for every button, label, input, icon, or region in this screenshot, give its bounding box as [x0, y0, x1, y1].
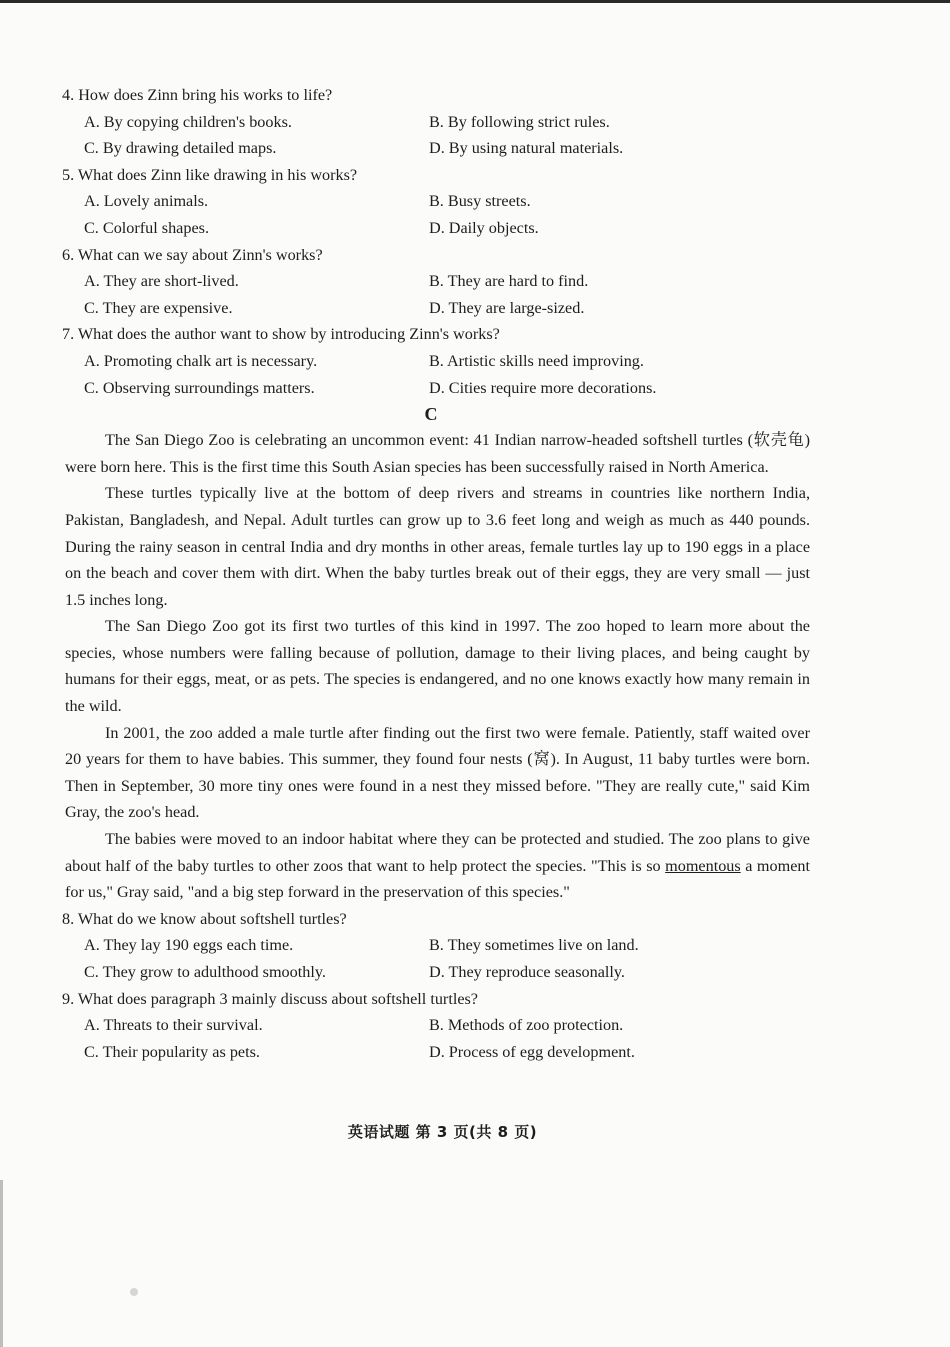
option-c: C. Colorful shapes.: [84, 218, 209, 237]
option-c: C. Their popularity as pets.: [84, 1042, 260, 1061]
option-d: D. Process of egg development.: [429, 1042, 635, 1061]
option-d: D. They reproduce seasonally.: [429, 963, 625, 981]
question-9: [62, 986, 810, 1066]
question-stem: 6. What can we say about Zinn's works?: [62, 245, 323, 264]
option-d: D. They are large-sized.: [429, 298, 585, 317]
paragraph-text: a moment for us," Gray said, "and a big step forward in the preservation of this species.": [65, 856, 810, 902]
option-a: A. They lay 190 eggs each time.: [84, 936, 294, 955]
option-a: A. Promoting chalk art is necessary.: [84, 351, 318, 370]
option-d: D. Cities require more decorations.: [429, 378, 657, 397]
option-row: [62, 375, 810, 402]
option-row: [62, 932, 810, 959]
option-c: C. They grow to adulthood smoothly.: [84, 963, 326, 981]
scan-left-shadow: [0, 1180, 3, 1347]
exam-page-content: [62, 82, 810, 1065]
option-row: [62, 135, 810, 162]
passage-paragraph-4: In 2001, the zoo added a male turtle after finding out the first two were female. Patiently, staff waited over 20 years for them to have babies. This summer, they found four nests (窝). In August, 11 baby turtles were born. Then in September, 30 more tiny ones were found in a nest they missed before. "They are really cute," said Kim Gray, the zoo's head.: [65, 723, 810, 822]
option-c: C. They are expensive.: [84, 298, 233, 317]
option-b: B. They are hard to find.: [429, 272, 589, 291]
option-row: [62, 348, 810, 375]
passage-paragraph-2: These turtles typically live at the bottom of deep rivers and streams in countries like northern India, Pakistan, Bangladesh, and Nepal. Adult turtles can grow up to 3.6 feet long and weigh as much as 440 pounds. During the rainy season in central India and dry months in other areas, female turtles lay up to 190 eggs in a place on the beach and cover them with dirt. When the baby turtles break out of their eggs, they are very small — just 1.5 inches long.: [65, 484, 810, 609]
question-8: [62, 906, 810, 986]
option-b: B. Methods of zoo protection.: [429, 1016, 624, 1035]
scan-top-edge: [0, 0, 950, 3]
option-c: C. By drawing detailed maps.: [84, 139, 277, 158]
option-row: [62, 295, 810, 322]
paragraph-text: The babies were moved to an indoor habitat where they can be protected and studied. The zoo plans to give about half of the baby turtles to other zoos that want to help protect the species. "This is so: [65, 830, 810, 875]
option-b: B. Artistic skills need improving.: [429, 351, 644, 370]
option-b: B. They sometimes live on land.: [429, 936, 639, 955]
underlined-word: momentous: [665, 856, 741, 875]
option-a: A. By copying children's books.: [84, 112, 292, 131]
option-b: B. Busy streets.: [429, 192, 531, 211]
option-row: [62, 1012, 810, 1039]
question-stem: 7. What does the author want to show by introducing Zinn's works?: [62, 325, 500, 344]
question-4: [62, 82, 810, 162]
option-row: [62, 188, 810, 215]
option-row: [62, 1039, 810, 1066]
question-stem: 9. What does paragraph 3 mainly discuss about softshell turtles?: [62, 989, 478, 1008]
question-stem: 5. What does Zinn like drawing in his works?: [62, 165, 358, 184]
option-a: A. They are short-lived.: [84, 272, 239, 291]
scan-speck: [130, 1288, 138, 1296]
option-row: [62, 215, 810, 242]
question-5: [62, 162, 810, 242]
section-title: C: [424, 404, 438, 425]
option-b: B. By following strict rules.: [429, 112, 610, 131]
option-row: [62, 959, 810, 986]
option-a: A. Threats to their survival.: [84, 1016, 263, 1035]
passage-paragraph-5: [62, 826, 810, 906]
option-a: A. Lovely animals.: [84, 192, 209, 211]
question-6: [62, 242, 810, 322]
question-7: [62, 321, 810, 401]
option-c: C. Observing surroundings matters.: [84, 378, 315, 397]
option-row: [62, 268, 810, 295]
option-d: D. By using natural materials.: [429, 139, 624, 158]
option-d: D. Daily objects.: [429, 218, 539, 237]
question-stem: 8. What do we know about softshell turtles?: [62, 909, 347, 928]
option-row: [62, 109, 810, 136]
page-footer: 英语试题 第 3 页(共 8 页): [347, 1123, 538, 1141]
passage-paragraph-1: The San Diego Zoo is celebrating an uncommon event: 41 Indian narrow-headed softshell turtles (软壳龟) were born here. This is the first time this South Asian species has been successfully raised in North America.: [65, 431, 810, 476]
question-stem: 4. How does Zinn bring his works to life?: [62, 86, 333, 104]
passage-paragraph-3: The San Diego Zoo got its first two turtles of this kind in 1997. The zoo hoped to learn more about the species, whose numbers were falling because of pollution, damage to their living places, and being caught by humans for their eggs, meat, or as pets. The species is endangered, and no one knows exactly how many remain in the wild.: [65, 617, 810, 716]
